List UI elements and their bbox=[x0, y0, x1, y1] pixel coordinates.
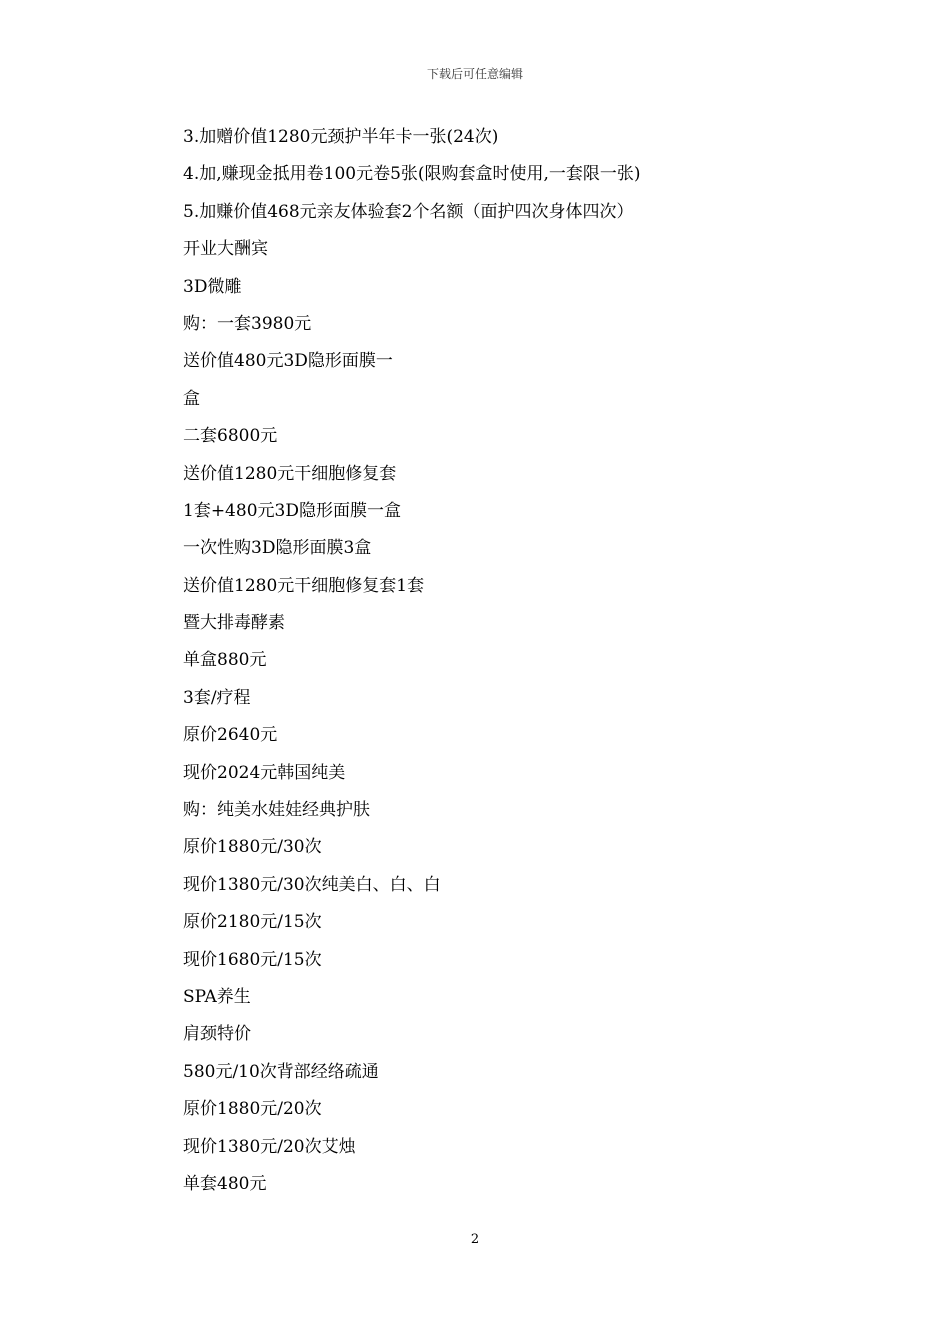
text-line: 现价1380元/20次艾烛 bbox=[183, 1136, 356, 1157]
text-line: 购：一套3980元 bbox=[183, 313, 312, 334]
text-line: 二套6800元 bbox=[183, 426, 278, 447]
text-line: 单盒880元 bbox=[183, 650, 267, 671]
text-line: 3.加赠价值1280元颈护半年卡一张(24次) bbox=[183, 127, 499, 147]
text-line: 现价1680元/15次 bbox=[183, 949, 322, 970]
text-line: 开业大酬宾 bbox=[183, 239, 268, 260]
text-line: 一次性购3D隐形面膜3盒 bbox=[183, 538, 372, 559]
text-line: 1套+480元3D隐形面膜一盒 bbox=[183, 500, 401, 521]
text-line: 4.加,赚现金抵用卷100元卷5张(限购套盒时使用,一套限一张) bbox=[183, 164, 641, 185]
text-line: SPA养生 bbox=[183, 986, 251, 1007]
text-line: 送价值480元3D隐形面膜一 bbox=[183, 351, 393, 372]
text-line: 现价2024元韩国纯美 bbox=[183, 762, 346, 783]
text-line: 3D微雕 bbox=[183, 276, 242, 297]
text-line: 单套480元 bbox=[183, 1173, 267, 1194]
text-line: 原价2640元 bbox=[183, 725, 278, 746]
text-line: 送价值1280元干细胞修复套 bbox=[183, 463, 397, 484]
page-number: 2 bbox=[470, 1232, 480, 1247]
text-line: 购：纯美水娃娃经典护肤 bbox=[183, 800, 370, 821]
text-line: 原价1880元/30次 bbox=[183, 837, 322, 858]
text-line: 送价值1280元干细胞修复套1套 bbox=[183, 575, 425, 596]
text-line: 盒 bbox=[183, 388, 200, 409]
page-header: 下载后可任意编辑 bbox=[426, 67, 523, 81]
text-line: 原价2180元/15次 bbox=[183, 912, 322, 933]
text-line: 3套/疗程 bbox=[183, 687, 251, 708]
text-line: 原价1880元/20次 bbox=[183, 1099, 322, 1120]
text-line: 现价1380元/30次纯美白、白、白 bbox=[183, 874, 441, 895]
text-line: 暨大排毒酵素 bbox=[183, 613, 285, 634]
text-line: 肩颈特价 bbox=[183, 1024, 251, 1045]
document-body bbox=[183, 119, 783, 1203]
text-line: 5.加赚价值468元亲友体验套2个名额（面护四次身体四次） bbox=[183, 201, 634, 222]
text-line: 580元/10次背部经络疏通 bbox=[183, 1061, 379, 1082]
